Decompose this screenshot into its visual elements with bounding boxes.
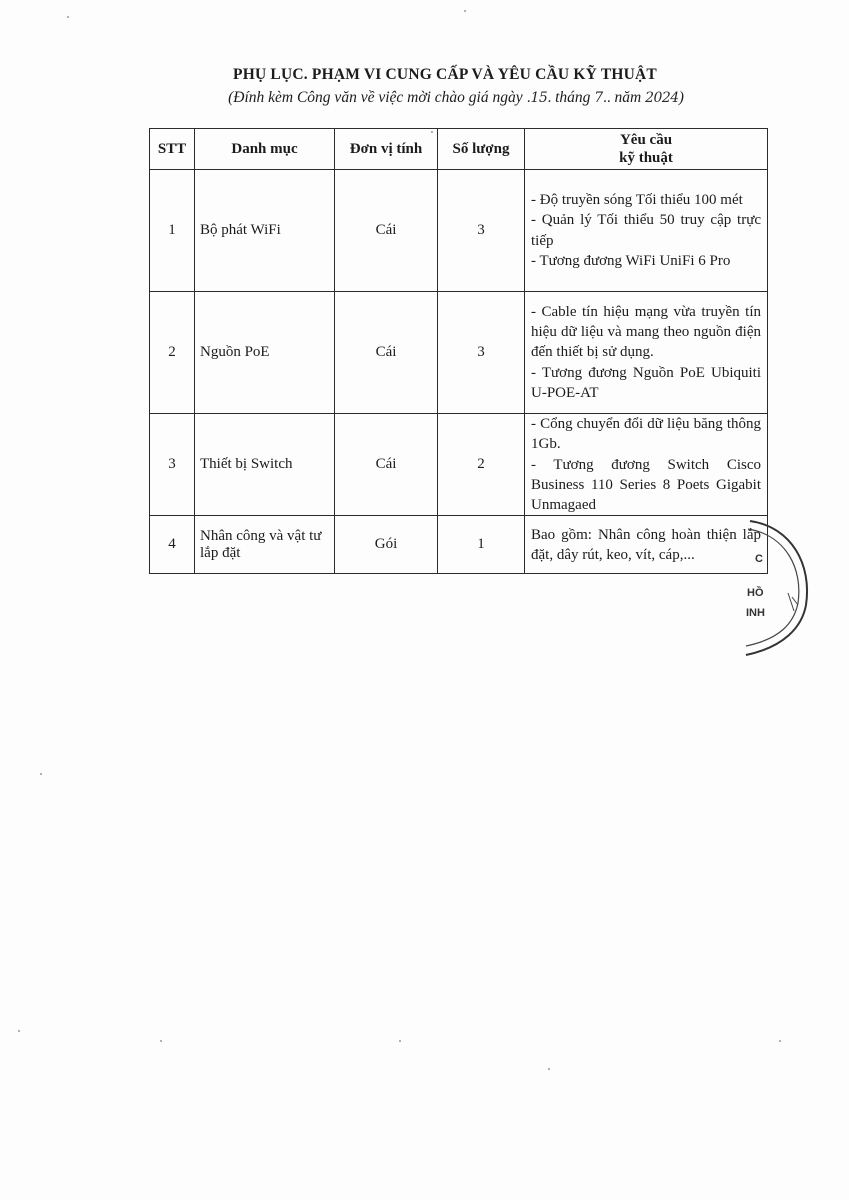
scan-speck bbox=[160, 1040, 162, 1042]
scan-speck bbox=[779, 1040, 781, 1042]
requirement-line: - Tương đương Switch Cisco Business 110 Series 8 Poets Gigabit Unmagaed bbox=[531, 456, 761, 514]
cell-danh-muc: Thiết bị Switch bbox=[195, 414, 335, 516]
cell-don-vi: Cái bbox=[335, 170, 438, 292]
subtitle-suffix: ) bbox=[678, 89, 684, 106]
cell-stt: 4 bbox=[150, 516, 195, 574]
cell-yeu-cau bbox=[525, 170, 768, 292]
requirement-line: - Độ truyền sóng Tối thiểu 100 mét bbox=[531, 191, 743, 208]
cell-stt: 2 bbox=[150, 292, 195, 414]
cell-don-vi: Gói bbox=[335, 516, 438, 574]
requirement-line: - Tương đương WiFi UniFi 6 Pro bbox=[531, 252, 731, 269]
cell-danh-muc: Nguồn PoE bbox=[195, 292, 335, 414]
cell-danh-muc: Nhân công và vật tư lắp đặt bbox=[195, 516, 335, 574]
cell-so-luong: 3 bbox=[438, 170, 525, 292]
subtitle-prefix: (Đính kèm Công văn về việc mời chào giá ngày bbox=[228, 89, 523, 106]
table-row bbox=[150, 170, 768, 292]
cell-stt: 1 bbox=[150, 170, 195, 292]
scan-speck bbox=[399, 1040, 401, 1042]
handwritten-year: 2024 bbox=[645, 90, 679, 106]
requirements-table bbox=[149, 128, 768, 574]
requirement-line: - Cổng chuyển đổi dữ liệu băng thông 1Gb. bbox=[531, 416, 761, 453]
document-title: PHỤ LỤC. PHẠM VI CUNG CẤP VÀ YÊU CẦU KỸ THUẬT bbox=[233, 66, 657, 83]
table-row bbox=[150, 292, 768, 414]
requirement-line: - Cable tín hiệu mạng vừa truyền tín hiệu dữ liệu và mang theo nguồn điện đến thiết bị sử dụng. bbox=[531, 303, 761, 361]
cell-don-vi: Cái bbox=[335, 292, 438, 414]
cell-yeu-cau bbox=[525, 292, 768, 414]
stamp-fragment: INH bbox=[746, 607, 765, 619]
cell-so-luong: 3 bbox=[438, 292, 525, 414]
scan-speck bbox=[67, 16, 69, 18]
header-danh-muc: Danh mục bbox=[195, 129, 335, 170]
table-header-row bbox=[150, 129, 768, 170]
subtitle-month-label: tháng bbox=[555, 89, 591, 106]
cell-danh-muc: Bộ phát WiFi bbox=[195, 170, 335, 292]
scan-speck bbox=[464, 10, 466, 12]
scan-speck bbox=[431, 131, 433, 133]
cell-so-luong: 1 bbox=[438, 516, 525, 574]
header-don-vi: Đơn vị tính bbox=[335, 129, 438, 170]
header-yeu-cau: Yêu cầu kỹ thuật bbox=[525, 129, 768, 170]
handwritten-day: .15. bbox=[526, 90, 552, 106]
requirement-line: - Tương đương Nguồn PoE Ubiquiti U-POE-AT bbox=[531, 364, 761, 401]
requirement-line: Bao gồm: Nhân công hoàn thiện lắp đặt, dây rút, keo, vít, cáp,... bbox=[531, 526, 761, 563]
cell-stt: 3 bbox=[150, 414, 195, 516]
scan-speck bbox=[548, 1068, 550, 1070]
header-stt: STT bbox=[150, 129, 195, 170]
scan-speck bbox=[40, 773, 42, 775]
stamp-fragment: HỒ bbox=[747, 587, 764, 599]
handwritten-month: 7.. bbox=[594, 90, 611, 106]
header-so-luong: Số lượng bbox=[438, 129, 525, 170]
cell-yeu-cau bbox=[525, 414, 768, 516]
subtitle-year-label: năm bbox=[614, 89, 642, 106]
table-row bbox=[150, 414, 768, 516]
scan-speck bbox=[18, 1030, 20, 1032]
requirement-line: - Quản lý Tối thiểu 50 truy cập trực tiếp bbox=[531, 212, 761, 249]
document-subtitle bbox=[0, 89, 849, 107]
table-row bbox=[150, 516, 768, 574]
cell-don-vi: Cái bbox=[335, 414, 438, 516]
stamp-fragment: C bbox=[755, 553, 763, 565]
partial-stamp-seal bbox=[742, 515, 814, 660]
cell-yeu-cau bbox=[525, 516, 768, 574]
cell-so-luong: 2 bbox=[438, 414, 525, 516]
